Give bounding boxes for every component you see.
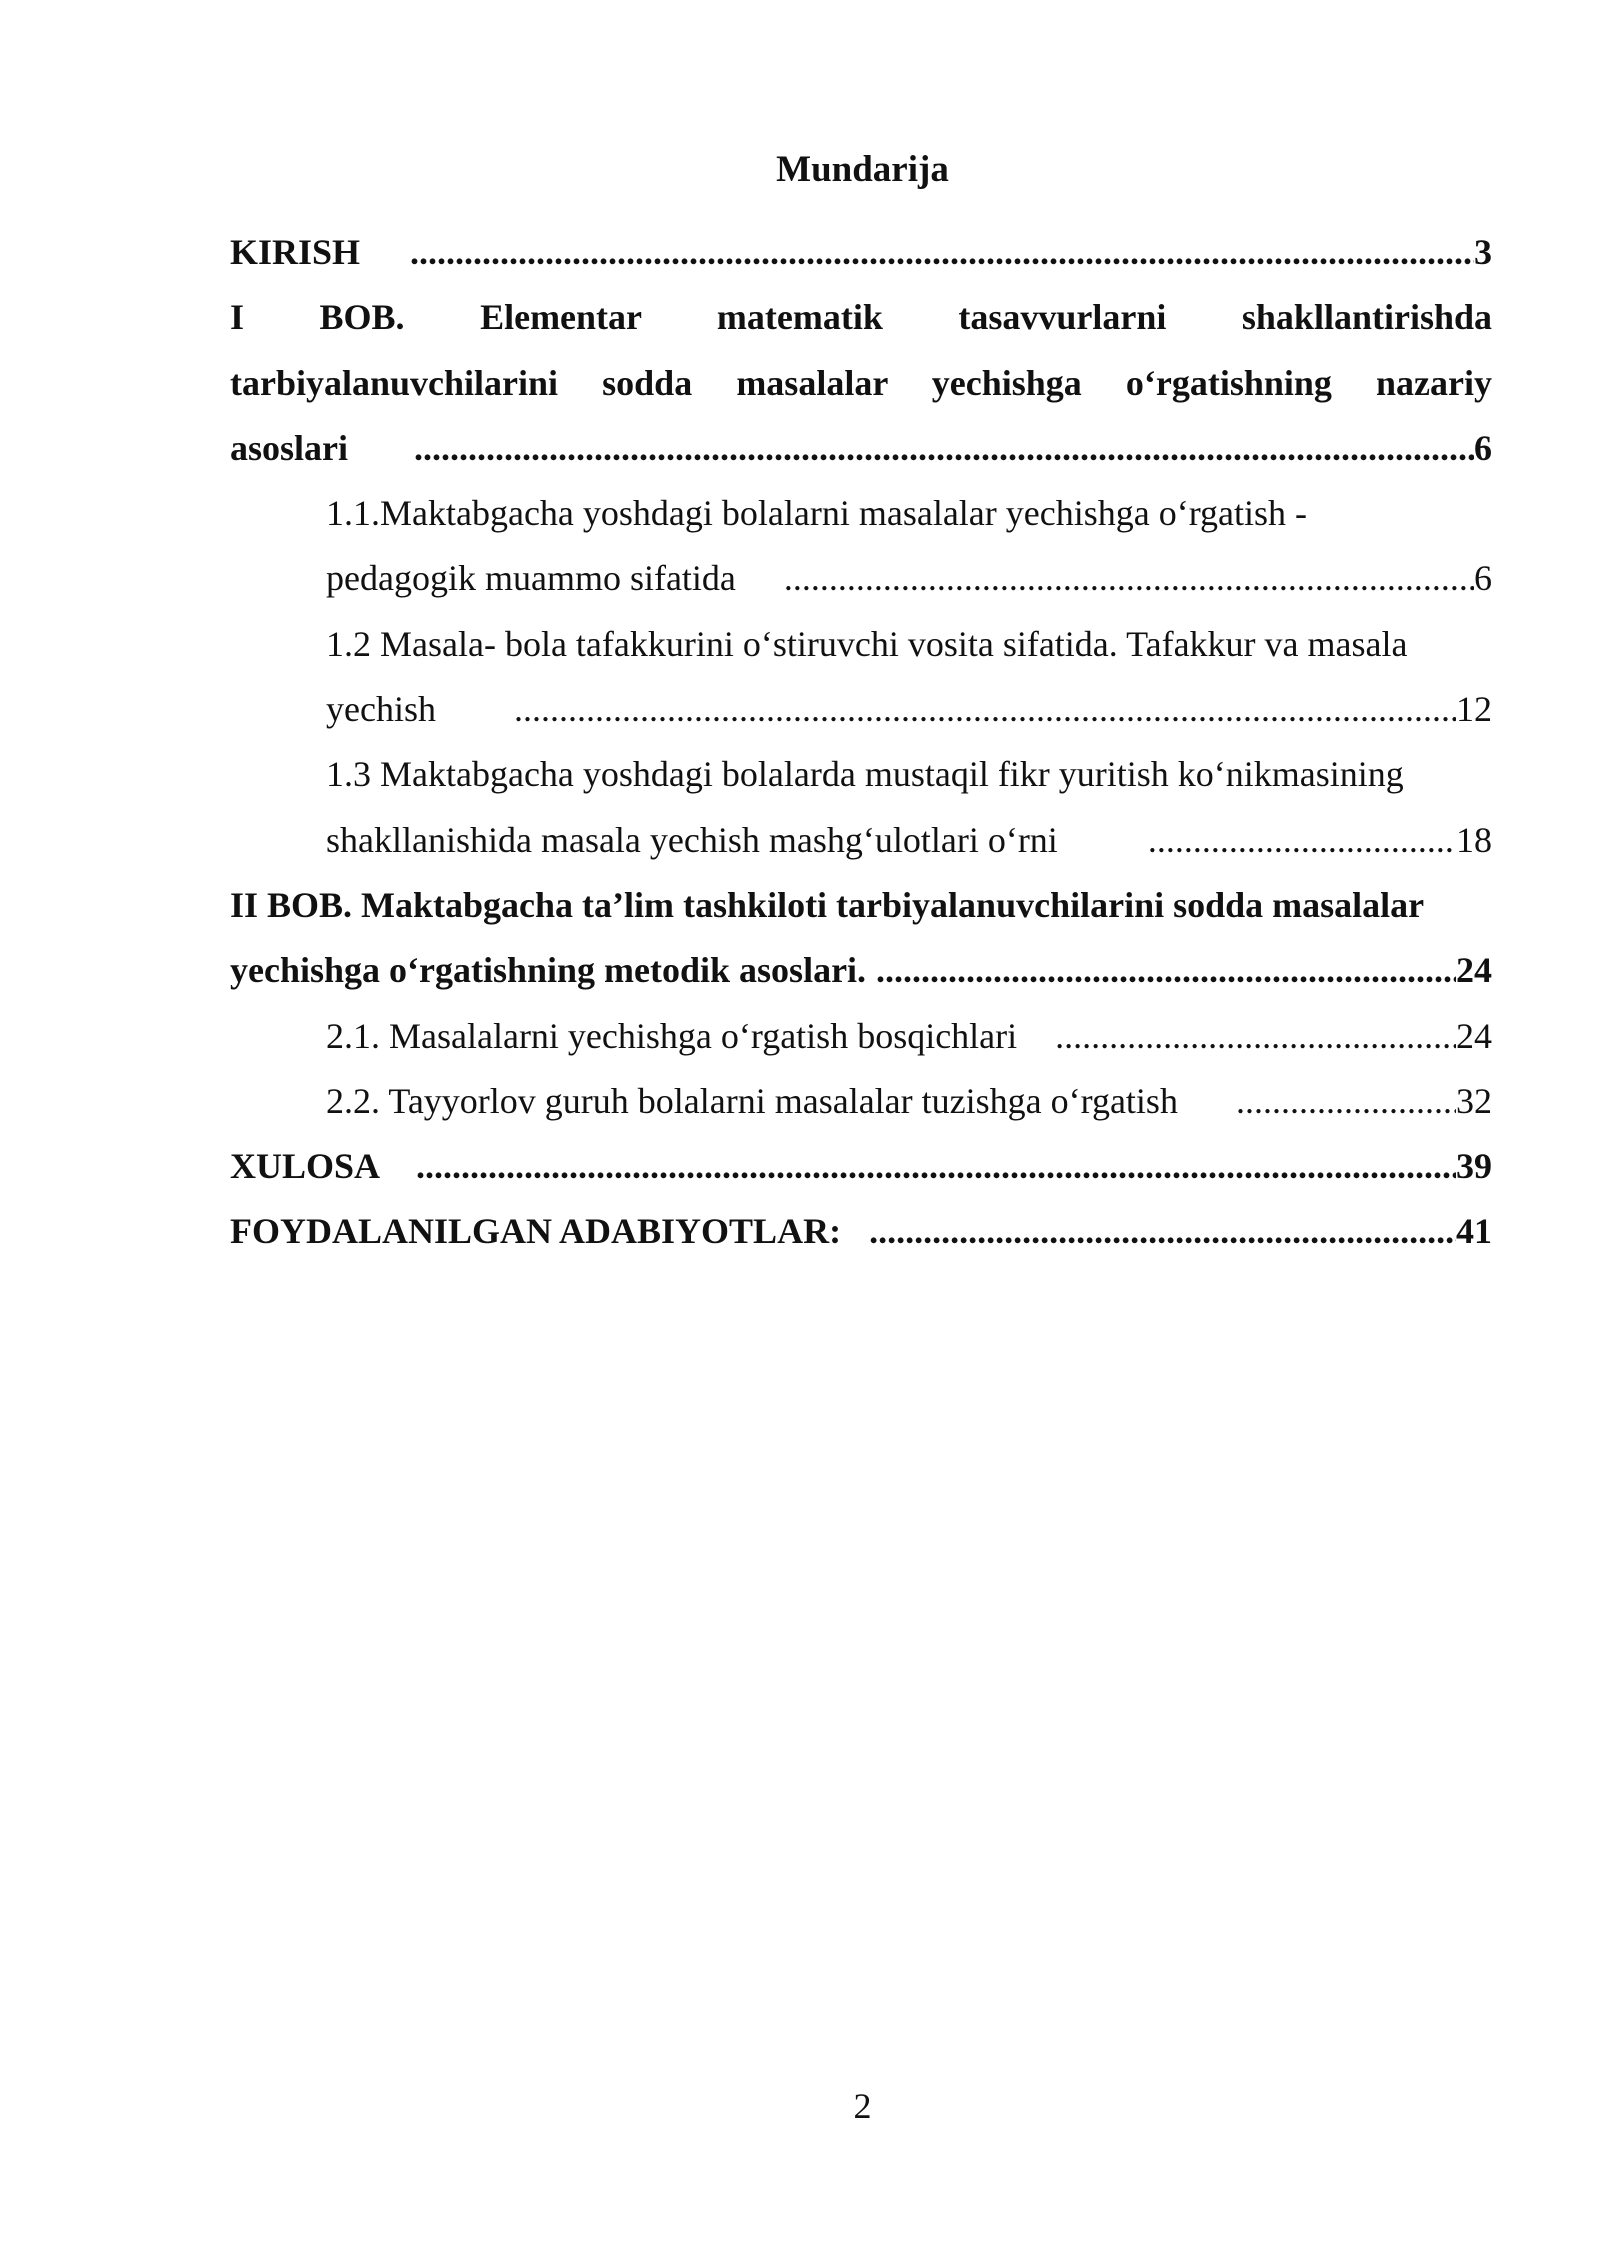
toc-page-number: 32 <box>1456 1080 1492 1121</box>
dot-leader <box>1236 1069 1456 1134</box>
toc-entry-title: shakllanishida masala yechish mashg‘ulotlari o‘rni <box>326 819 1058 860</box>
toc-page-number: 24 <box>1456 1015 1492 1056</box>
toc-page-number: 12 <box>1456 689 1492 730</box>
dot-leader <box>416 1134 1456 1199</box>
toc-entry-1-3-line1[interactable]: 1.3 Maktabgacha yoshdagi bolalarda mustaqil fikr yuritish ko‘nikmasining <box>326 754 1404 795</box>
toc-entry-kirish[interactable] <box>230 220 1492 285</box>
toc-entry-xulosa[interactable] <box>230 1134 1492 1199</box>
toc-entry-bob1-line3[interactable] <box>230 416 1492 481</box>
table-of-contents <box>230 220 1492 1265</box>
toc-entry-title: 2.2. Tayyorlov guruh bolalarni masalalar tuzishga o‘rgatish <box>326 1080 1178 1121</box>
toc-entry-bob2-line2[interactable] <box>230 938 1492 1003</box>
page-number: 2 <box>853 2086 872 2126</box>
toc-entry-title: yechishga o‘rgatishning metodik asoslari. <box>230 950 867 991</box>
toc-entry-adabiyotlar[interactable] <box>230 1199 1492 1264</box>
dot-leader <box>784 546 1474 611</box>
dot-leader <box>876 938 1456 1003</box>
toc-heading: Mundarija <box>776 149 949 190</box>
toc-entry-title: KIRISH <box>230 232 361 272</box>
dot-leader <box>410 220 1474 285</box>
toc-entry-1-1-line1[interactable]: 1.1.Maktabgacha yoshdagi bolalarni masalalar yechishga o‘rgatish - <box>326 493 1308 534</box>
toc-entry-title: asoslari <box>230 427 349 468</box>
dot-leader <box>1148 808 1456 873</box>
toc-entry-bob2-line1[interactable]: II BOB. Maktabgacha ta’lim tashkiloti tarbiyalanuvchilarini sodda masalalar <box>230 884 1425 925</box>
toc-entry-1-1-line2[interactable] <box>230 546 1492 611</box>
toc-page-number: 6 <box>1474 427 1492 468</box>
toc-page-number: 39 <box>1456 1146 1492 1187</box>
toc-entry-2-2[interactable] <box>230 1069 1492 1134</box>
toc-page-number: 41 <box>1456 1211 1492 1252</box>
toc-entry-title: XULOSA <box>230 1146 381 1187</box>
toc-entry-title: pedagogik muammo sifatida <box>326 558 736 599</box>
toc-entry-1-2-line1[interactable]: 1.2 Masala- bola tafakkurini o‘stiruvchi vosita sifatida. Tafakkur va masala <box>326 623 1408 664</box>
toc-entry-title: 2.1. Masalalarni yechishga o‘rgatish bosqichlari <box>326 1015 1018 1056</box>
toc-entry-1-3-line2[interactable] <box>230 808 1492 873</box>
toc-entry-title: yechish <box>326 689 436 730</box>
toc-entry-2-1[interactable] <box>230 1004 1492 1069</box>
dot-leader <box>514 677 1456 742</box>
toc-entry-bob1-line2[interactable]: tarbiyalanuvchilarini sodda masalalar yechishga o‘rgatishning nazariy <box>230 362 1492 403</box>
toc-entry-title: FOYDALANILGAN ADABIYOTLAR: <box>230 1211 842 1252</box>
toc-entry-1-2-line2[interactable] <box>230 677 1492 742</box>
toc-page-number: 6 <box>1474 558 1492 599</box>
dot-leader <box>414 416 1474 481</box>
toc-page-number: 3 <box>1474 232 1492 272</box>
dot-leader <box>1055 1004 1456 1069</box>
dot-leader <box>869 1199 1456 1264</box>
toc-page-number: 24 <box>1456 950 1492 991</box>
toc-entry-bob1-line1[interactable]: I BOB. Elementar matematik tasavvurlarni shakllantirishda <box>230 297 1492 338</box>
toc-page-number: 18 <box>1456 819 1492 860</box>
